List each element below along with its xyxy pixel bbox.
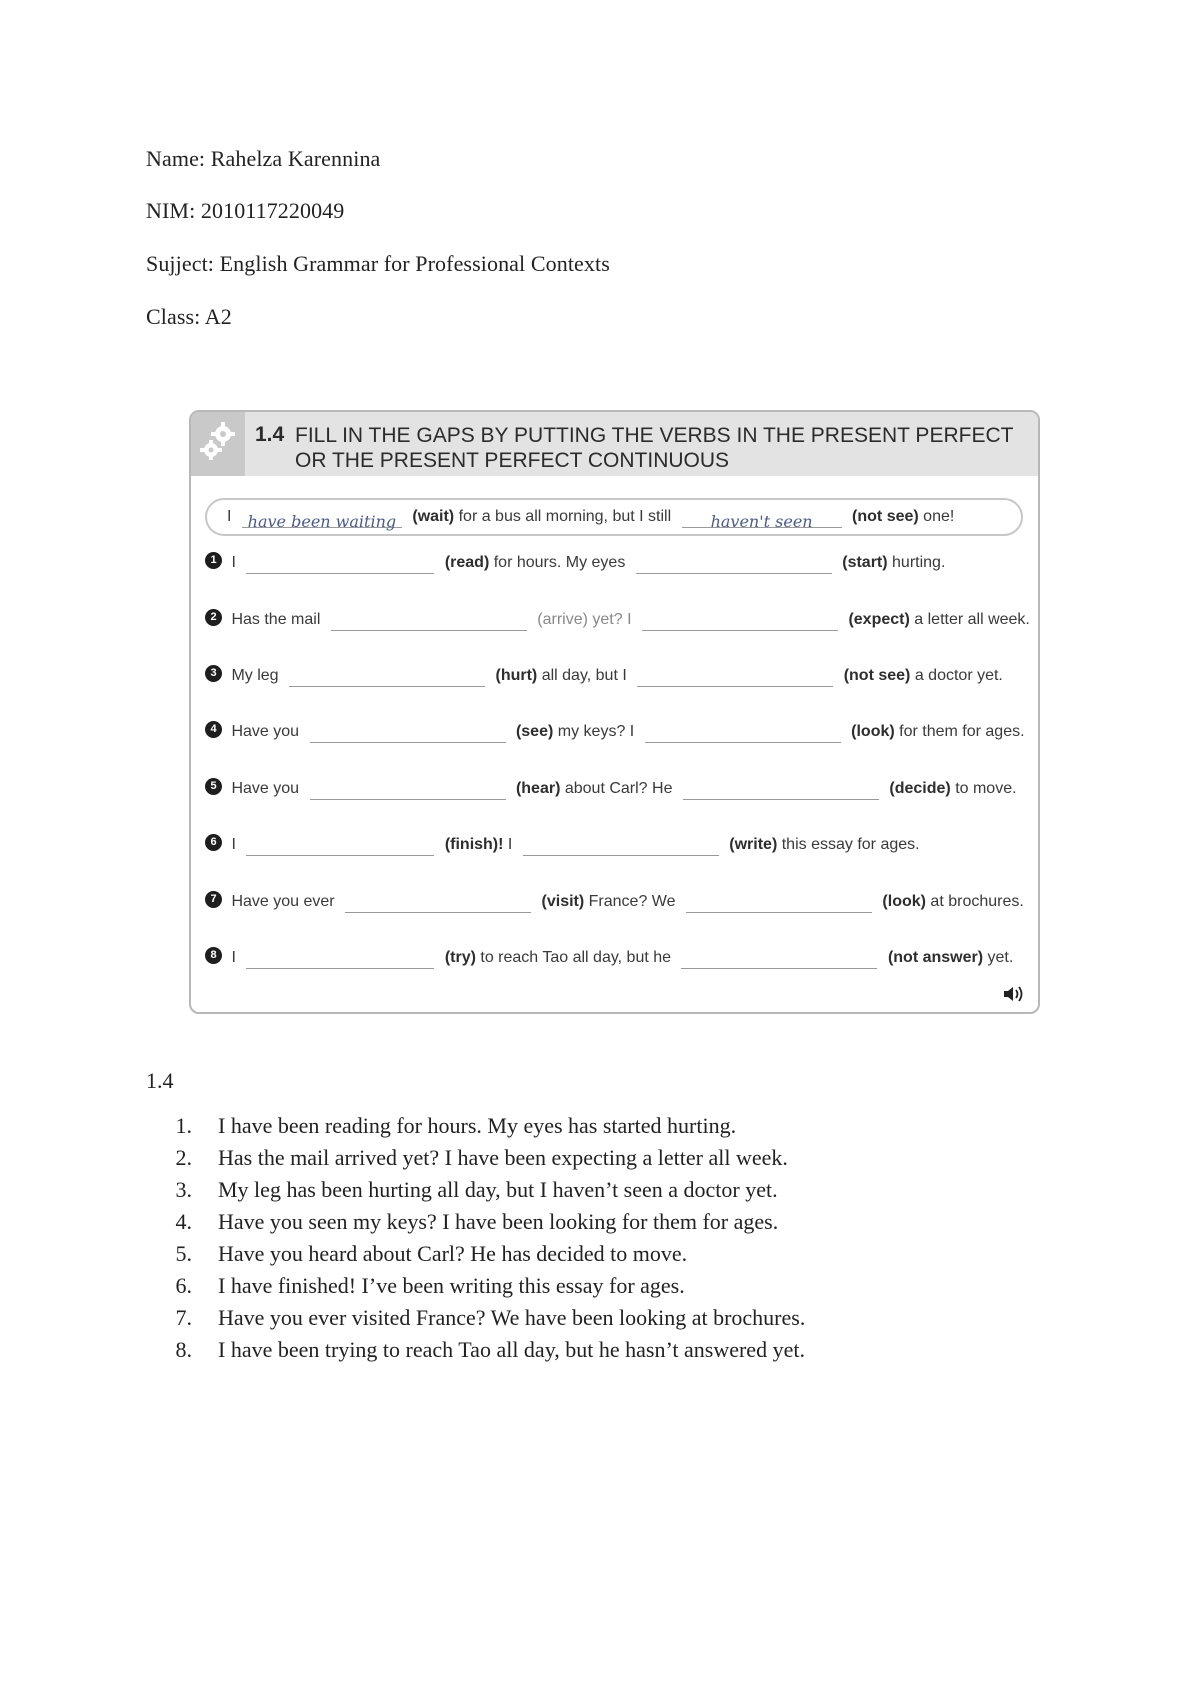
verb-hint: (decide) [889, 780, 951, 797]
item-text: about Carl? He [564, 780, 673, 797]
gear-icon [197, 420, 241, 464]
exercise-icon-block [191, 412, 245, 476]
example-answer: have been waiting [242, 511, 402, 528]
list-number: 6. [175, 1273, 192, 1298]
verb-hint: (read) [444, 554, 490, 571]
list-item [146, 1302, 805, 1334]
answer-gap[interactable] [523, 839, 719, 856]
answer-text: My leg has been hurting all day, but I haven’t seen a doctor yet. [218, 1177, 778, 1202]
list-number: 5. [175, 1241, 192, 1266]
answer-text: Have you seen my keys? I have been looking for them for ages. [218, 1209, 779, 1234]
exercise-box [189, 410, 1040, 1014]
student-nim: NIM: 2010117220049 [146, 198, 345, 223]
item-text: France? We [588, 893, 676, 910]
item-text: at brochures. [930, 893, 1024, 910]
list-item [146, 1206, 805, 1238]
item-text: I [231, 949, 236, 966]
item-text: all day, but I [541, 667, 627, 684]
exercise-title-bar [191, 412, 1038, 476]
answer-gap[interactable] [310, 726, 506, 743]
student-name: Name: Rahelza Karennina [146, 146, 381, 171]
answer-gap[interactable] [642, 614, 838, 631]
item-number-badge: 7 [205, 891, 222, 908]
item-text: a letter all week. [914, 611, 1030, 628]
example-text: one! [923, 508, 955, 525]
exercise-item [205, 665, 1003, 687]
example-text: for a bus all morning, but I still [458, 508, 672, 525]
answer-gap[interactable] [636, 557, 832, 574]
answer-gap[interactable] [310, 783, 506, 800]
subject-line: Sujject: English Grammar for Professional Contexts [146, 251, 610, 276]
answers-list [146, 1110, 805, 1366]
item-text: to reach Tao all day, but he [480, 949, 672, 966]
answer-gap[interactable] [289, 670, 485, 687]
item-text: this essay for ages. [781, 836, 920, 853]
verb-hint: (not see) [843, 667, 911, 684]
answer-gap[interactable] [681, 952, 877, 969]
list-number: 3. [175, 1177, 192, 1202]
list-number: 1. [175, 1113, 192, 1138]
speaker-icon[interactable] [1002, 984, 1026, 1004]
example-answer: haven't seen [682, 511, 842, 528]
exercise-title: FILL IN THE GAPS BY PUTTING THE VERBS IN THE PRESENT PERFECT OR THE PRESENT PERFECT CONTINUOUS [295, 424, 1014, 472]
item-text: Have you [231, 780, 300, 797]
example-sentence [227, 506, 955, 531]
item-text: Have you ever [231, 893, 335, 910]
answers-heading: 1.4 [146, 1068, 174, 1093]
exercise-item [205, 552, 945, 574]
item-number-badge: 1 [205, 552, 222, 569]
answer-gap[interactable] [645, 726, 841, 743]
list-item [146, 1238, 805, 1270]
class-line: Class: A2 [146, 304, 232, 329]
item-number-badge: 6 [205, 834, 222, 851]
exercise-item [205, 778, 1017, 800]
item-text: for them for ages. [899, 723, 1025, 740]
answer-gap[interactable] [345, 896, 531, 913]
exercise-number: 1.4 [255, 423, 285, 446]
list-item [146, 1174, 805, 1206]
item-number-badge: 5 [205, 778, 222, 795]
example-text: I [227, 508, 232, 525]
verb-hint: (start) [842, 554, 888, 571]
answer-gap[interactable] [637, 670, 833, 687]
answer-gap[interactable] [246, 557, 434, 574]
answer-text: Have you ever visited France? We have been looking at brochures. [218, 1305, 806, 1330]
item-text: to move. [955, 780, 1017, 797]
list-number: 2. [175, 1145, 192, 1170]
verb-hint: (write) [729, 836, 778, 853]
item-text: hurting. [892, 554, 946, 571]
item-number-badge: 4 [205, 721, 222, 738]
answer-gap[interactable] [683, 783, 879, 800]
verb-hint: (arrive) [537, 611, 588, 628]
verb-hint: (look) [882, 893, 926, 910]
list-item [146, 1142, 805, 1174]
list-number: 4. [175, 1209, 192, 1234]
exercise-item [205, 609, 1030, 631]
verb-hint: (hear) [515, 780, 561, 797]
item-text: yet. [987, 949, 1014, 966]
item-number-badge: 3 [205, 665, 222, 682]
item-text: My leg [231, 667, 279, 684]
item-text: my keys? I [557, 723, 635, 740]
answer-gap[interactable] [246, 839, 434, 856]
verb-hint: (not answer) [887, 949, 984, 966]
exercise-item [205, 947, 1013, 969]
exercise-item [205, 891, 1024, 913]
verb-hint: (try) [444, 949, 476, 966]
verb-hint: (see) [515, 723, 554, 740]
verb-hint: (visit) [541, 893, 585, 910]
item-text: Have you [231, 723, 300, 740]
verb-hint: (finish)! [444, 836, 504, 853]
verb-hint: (wait) [412, 508, 455, 525]
verb-hint: (hurt) [495, 667, 538, 684]
list-number: 8. [175, 1337, 192, 1362]
answer-gap[interactable] [331, 614, 527, 631]
answer-text: I have been trying to reach Tao all day, but he hasn’t answered yet. [218, 1337, 805, 1362]
item-number-badge: 2 [205, 609, 222, 626]
item-text: I [231, 836, 236, 853]
answer-text: I have been reading for hours. My eyes has started hurting. [218, 1113, 737, 1138]
item-text: I [507, 836, 513, 853]
exercise-item [205, 834, 920, 856]
answer-gap[interactable] [686, 896, 872, 913]
verb-hint: (expect) [848, 611, 910, 628]
answer-gap[interactable] [246, 952, 434, 969]
item-text: a doctor yet. [914, 667, 1003, 684]
item-text: for hours. My eyes [493, 554, 626, 571]
item-number-badge: 8 [205, 947, 222, 964]
list-item [146, 1334, 805, 1366]
list-number: 7. [175, 1305, 192, 1330]
verb-hint: (look) [851, 723, 895, 740]
verb-hint: (not see) [852, 508, 919, 525]
list-item [146, 1270, 805, 1302]
item-text: I [231, 554, 236, 571]
answer-text: Has the mail arrived yet? I have been expecting a letter all week. [218, 1145, 788, 1170]
list-item [146, 1110, 805, 1142]
answer-text: Have you heard about Carl? He has decided to move. [218, 1241, 688, 1266]
answer-text: I have finished! I’ve been writing this essay for ages. [218, 1273, 685, 1298]
item-text: Has the mail [231, 611, 321, 628]
exercise-item [205, 721, 1025, 743]
item-text: yet? I [592, 611, 632, 628]
